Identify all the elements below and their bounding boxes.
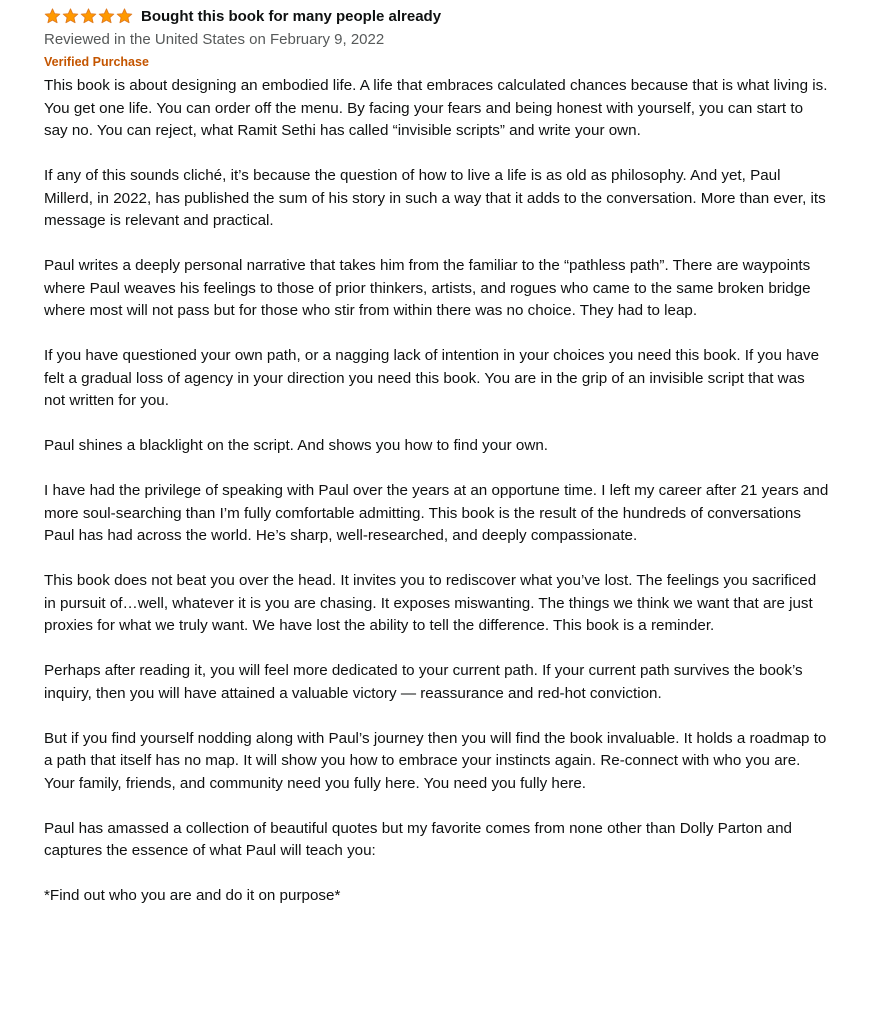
- review-paragraph: But if you find yourself nodding along with Paul’s journey then you will find the book invaluable. It holds a roadmap to a path that itself has no map. It will show you how to embrace your instincts again. Re-connect with who you are. Your family, friends, and community need you fully here. You need you fully here.: [44, 729, 827, 792]
- review-date: Reviewed in the United States on February 9, 2022: [44, 31, 385, 48]
- review-paragraph: I have had the privilege of speaking with Paul over the years at an opportune time. I left my career after 21 years and more soul-searching than I’m fully comfortable admitting. This book is the result of the hundreds of conversations Paul has had across the world. He’s sharp, well-researched, and deeply compassionate.: [44, 482, 829, 544]
- review-header: [44, 6, 829, 26]
- review-paragraph: If any of this sounds cliché, it’s because the question of how to live a life is as old as philosophy. And yet, Paul Millerd, in 2022, has published the sum of his story in such a way that it adds to the conversation. More than ever, its message is relevant and practical.: [44, 167, 826, 229]
- star-icon: [98, 8, 115, 24]
- review-title[interactable]: Bought this book for many people already: [141, 7, 442, 25]
- star-icon: [62, 8, 79, 24]
- review-paragraph: This book does not beat you over the head. It invites you to rediscover what you’ve lost. The feelings you sacrificed in pursuit of…well, whatever it is you are chasing. It exposes miswanting. The things we think we want that are just proxies for what we truly want. We have lost the ability to tell the difference. This book is a reminder.: [44, 572, 817, 634]
- star-icon: [80, 8, 97, 24]
- review-paragraph: Paul writes a deeply personal narrative that takes him from the familiar to the “pathless path”. There are waypoints where Paul weaves his feelings to those of prior thinkers, artists, and rogues who came to the same broken bridge where most will not pass but for those who stir from within there was no choice. They had to leap.: [44, 257, 811, 319]
- review-paragraph: This book is about designing an embodied life. A life that embraces calculated chances because that is what living is. You get one life. You can order off the menu. By facing your fears and being honest with yourself, you can start to say no. You can reject, what Ramit Sethi has called “invisible scripts” and write your own.: [44, 77, 828, 139]
- review-paragraph: If you have questioned your own path, or a nagging lack of intention in your choices you need this book. If you have felt a gradual loss of agency in your direction you need this book. You are in the grip of an invisible script that was not written for you.: [44, 347, 820, 409]
- review-paragraph: Paul shines a blacklight on the script. And shows you how to find your own.: [44, 437, 549, 454]
- review-paragraph: Perhaps after reading it, you will feel more dedicated to your current path. If your current path survives the book’s inquiry, then you will have attained a valuable victory — reassurance and red-hot conviction.: [44, 662, 803, 702]
- star-rating[interactable]: [44, 8, 133, 24]
- review-body: [44, 75, 829, 908]
- review-paragraph: Paul has amassed a collection of beautiful quotes but my favorite comes from none other than Dolly Parton and captures the essence of what Paul will teach you:: [44, 819, 792, 859]
- review-paragraph: *Find out who you are and do it on purpose*: [44, 887, 341, 904]
- star-icon: [44, 8, 61, 24]
- star-icon: [116, 8, 133, 24]
- verified-purchase-badge: Verified Purchase: [44, 55, 149, 69]
